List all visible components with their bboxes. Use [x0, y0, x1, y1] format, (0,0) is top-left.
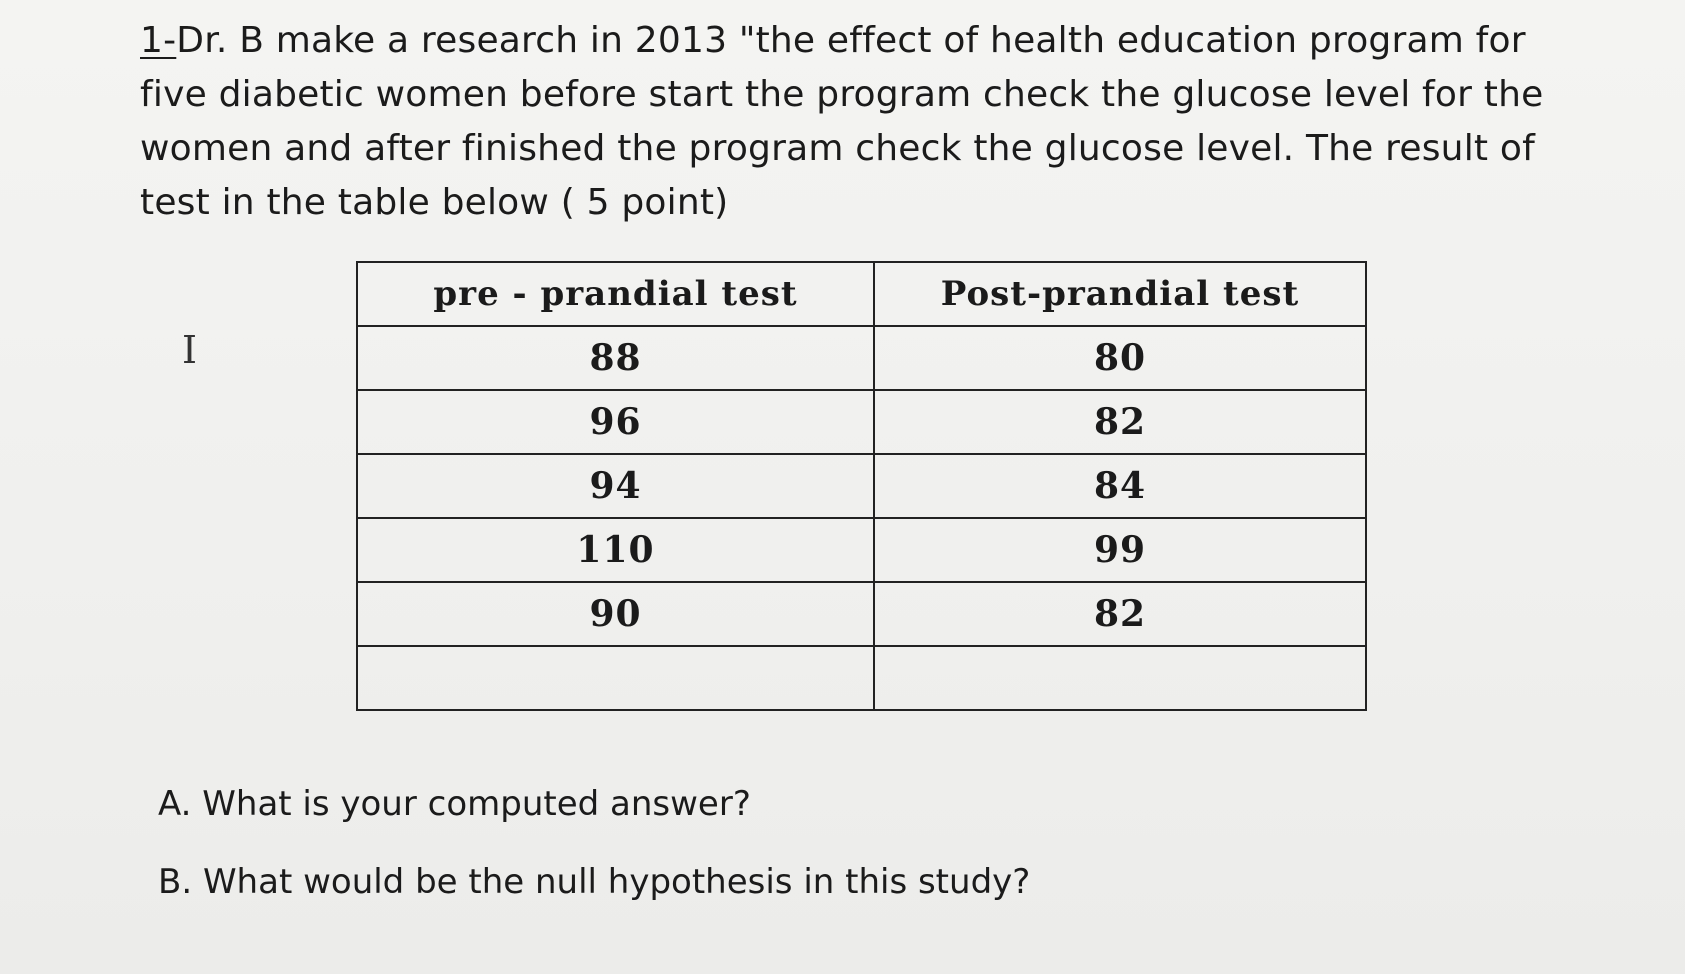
table-row	[357, 582, 1366, 646]
table-cell-pre: 90	[357, 582, 874, 646]
sub-questions	[158, 765, 1030, 921]
glucose-table	[356, 261, 1367, 711]
table-cell-pre	[357, 646, 874, 710]
header-post-prandial: Post-prandial test	[874, 262, 1366, 326]
question-body: Dr. B make a research in 2013 "the effect of health education program for five diabetic women before start the program check the glucose level for the women and after finished the program check the glucose level. The result of test in the table below ( 5 point)	[140, 20, 1544, 223]
table-cell-pre: 110	[357, 518, 874, 582]
table-row	[357, 454, 1366, 518]
sub-question-b: B. What would be the null hypothesis in this study?	[158, 862, 1031, 902]
table-row	[357, 326, 1366, 390]
table-cell-post: 82	[874, 582, 1366, 646]
table-row	[357, 518, 1366, 582]
table-cell-pre: 94	[357, 454, 874, 518]
table-row-empty	[357, 646, 1366, 710]
table-row	[357, 390, 1366, 454]
table-header-row	[357, 262, 1366, 326]
table-cell-post	[874, 646, 1366, 710]
header-pre-prandial: pre - prandial test	[357, 262, 874, 326]
text-cursor-icon: I	[182, 328, 198, 372]
question-number: 1-	[140, 20, 177, 61]
question-text	[140, 14, 1580, 230]
table-cell-pre: 96	[357, 390, 874, 454]
sub-question-a: A. What is your computed answer?	[158, 784, 751, 824]
table-cell-pre: 88	[357, 326, 874, 390]
table-cell-post: 99	[874, 518, 1366, 582]
table-cell-post: 82	[874, 390, 1366, 454]
table-cell-post: 80	[874, 326, 1366, 390]
table-cell-post: 84	[874, 454, 1366, 518]
